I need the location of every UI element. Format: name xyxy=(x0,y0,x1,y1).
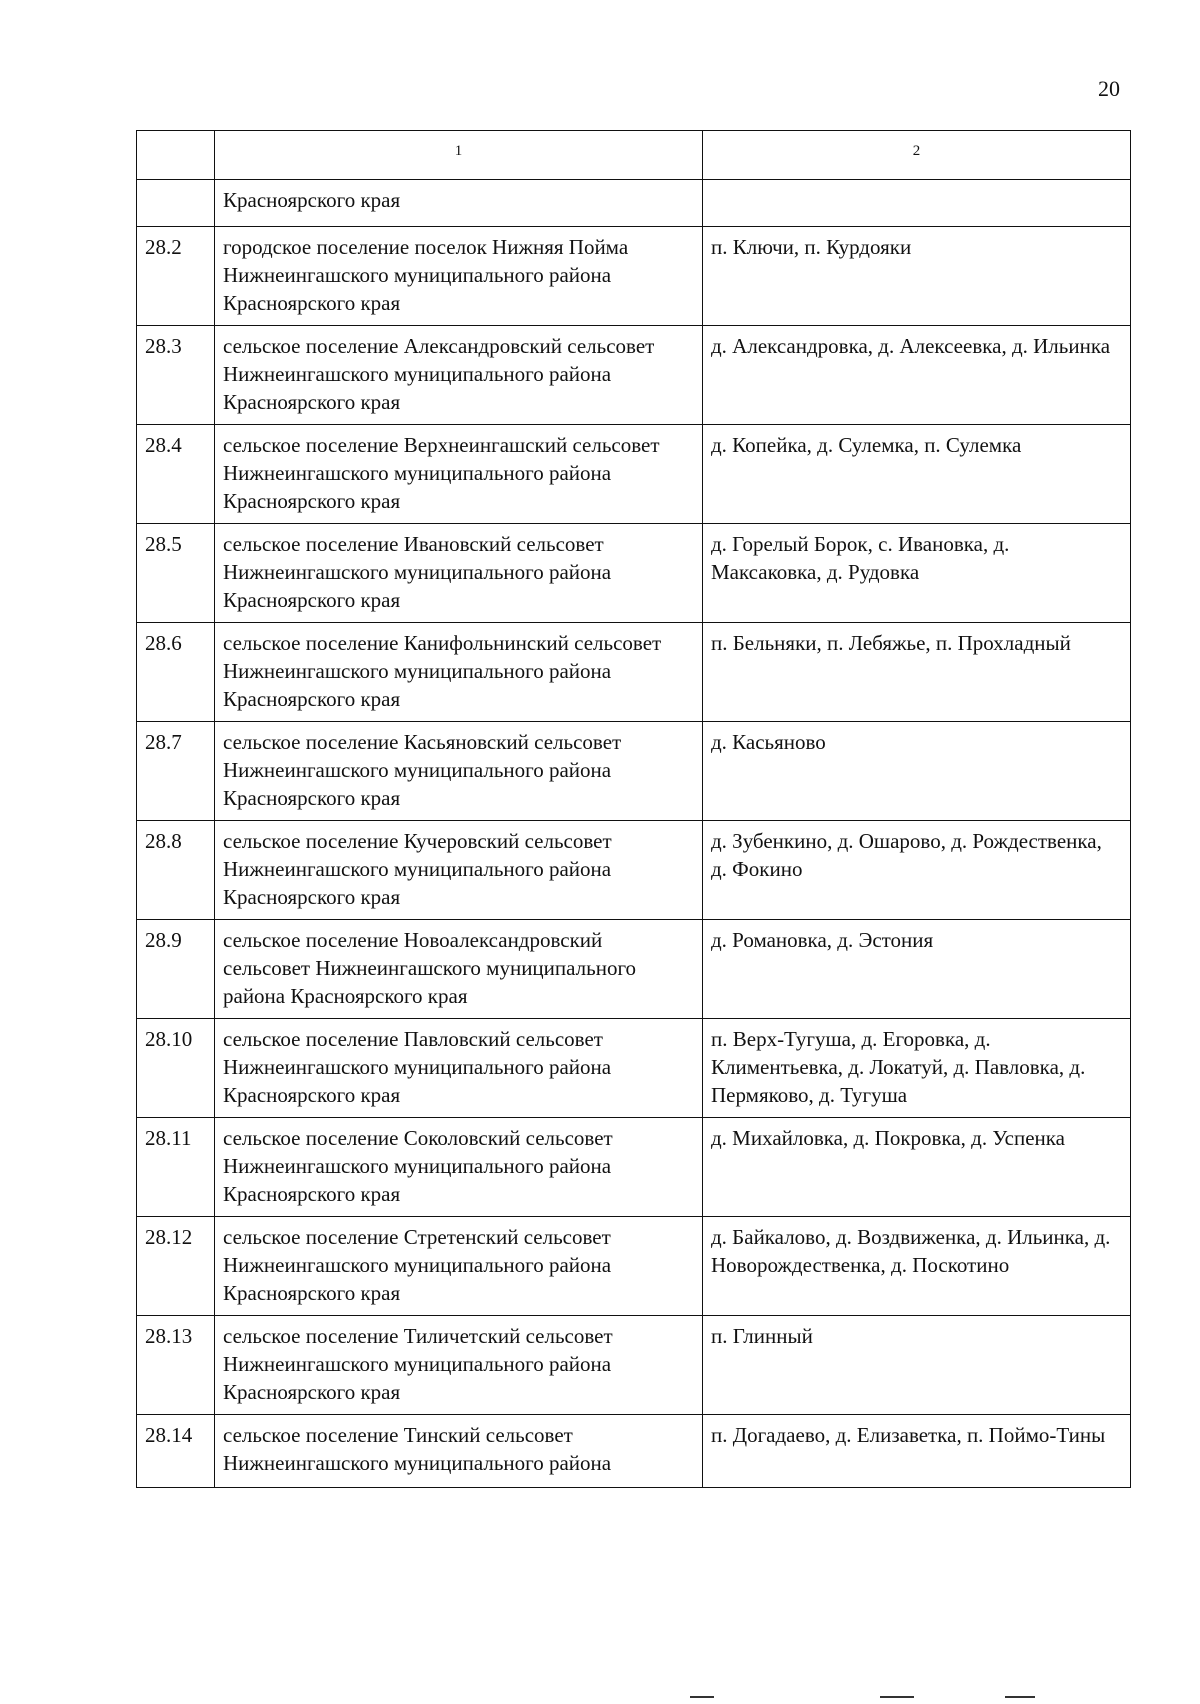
table-row xyxy=(137,821,1131,920)
scan-mark xyxy=(880,1696,914,1698)
municipality-name: сельское поселение Соколовский сельсовет Нижнеингашского муниципального района Красноярского края xyxy=(215,1118,703,1217)
table-row xyxy=(137,1217,1131,1316)
row-number: 28.7 xyxy=(137,722,215,821)
settlement-list: п. Верх-Тугуша, д. Егоровка, д. Климентьевка, д. Локатуй, д. Павловка, д. Пермяково, д. Тугуша xyxy=(703,1019,1131,1118)
table-row xyxy=(137,623,1131,722)
settlement-list: д. Байкалово, д. Воздвиженка, д. Ильинка, д. Новорождественка, д. Поскотино xyxy=(703,1217,1131,1316)
settlement-list: д. Зубенкино, д. Ошарово, д. Рождественка, д. Фокино xyxy=(703,821,1131,920)
header-cell-column-1: 1 xyxy=(215,131,703,180)
municipality-name: сельское поселение Канифольнинский сельсовет Нижнеингашского муниципального района Красноярского края xyxy=(215,623,703,722)
municipality-name: сельское поселение Тиличетский сельсовет Нижнеингашского муниципального района Красноярского края xyxy=(215,1316,703,1415)
row-number: 28.5 xyxy=(137,524,215,623)
header-cell-number xyxy=(137,131,215,180)
table-row xyxy=(137,1019,1131,1118)
continuation-row xyxy=(137,180,1131,227)
municipality-name: сельское поселение Касьяновский сельсовет Нижнеингашского муниципального района Красноярского края xyxy=(215,722,703,821)
row-number xyxy=(137,180,215,227)
settlement-list: д. Александровка, д. Алексеевка, д. Ильинка xyxy=(703,326,1131,425)
scan-mark xyxy=(1005,1696,1035,1698)
settlement-list: д. Романовка, д. Эстония xyxy=(703,920,1131,1019)
municipality-name: сельское поселение Новоалександровский сельсовет Нижнеингашского муниципального района Красноярского края xyxy=(215,920,703,1019)
settlement-list: д. Михайловка, д. Покровка, д. Успенка xyxy=(703,1118,1131,1217)
table-row xyxy=(137,326,1131,425)
table-row xyxy=(137,920,1131,1019)
municipality-name: сельское поселение Тинский сельсовет Нижнеингашского муниципального района xyxy=(215,1415,703,1488)
settlement-list: д. Копейка, д. Сулемка, п. Сулемка xyxy=(703,425,1131,524)
table-body xyxy=(137,131,1131,1488)
settlement-list: п. Догадаево, д. Елизаветка, п. Поймо-Тины xyxy=(703,1415,1131,1488)
table-row xyxy=(137,425,1131,524)
row-number: 28.6 xyxy=(137,623,215,722)
municipality-name: сельское поселение Кучеровский сельсовет Нижнеингашского муниципального района Красноярского края xyxy=(215,821,703,920)
row-number: 28.3 xyxy=(137,326,215,425)
municipality-name: городское поселение поселок Нижняя Пойма Нижнеингашского муниципального района Красноярского края xyxy=(215,227,703,326)
row-number: 28.9 xyxy=(137,920,215,1019)
municipality-name: сельское поселение Стретенский сельсовет Нижнеингашского муниципального района Красноярского края xyxy=(215,1217,703,1316)
row-number: 28.14 xyxy=(137,1415,215,1488)
table-header-row xyxy=(137,131,1131,180)
row-number: 28.10 xyxy=(137,1019,215,1118)
row-number: 28.13 xyxy=(137,1316,215,1415)
municipality-name: сельское поселение Александровский сельсовет Нижнеингашского муниципального района Красноярского края xyxy=(215,326,703,425)
municipality-name: Красноярского края xyxy=(215,180,703,227)
settlement-list: п. Глинный xyxy=(703,1316,1131,1415)
table-row xyxy=(137,722,1131,821)
settlements-table xyxy=(136,130,1131,1488)
row-number: 28.2 xyxy=(137,227,215,326)
table-row xyxy=(137,1316,1131,1415)
settlement-list: д. Касьяново xyxy=(703,722,1131,821)
scan-mark xyxy=(690,1696,714,1698)
row-number: 28.12 xyxy=(137,1217,215,1316)
row-number: 28.11 xyxy=(137,1118,215,1217)
row-number: 28.8 xyxy=(137,821,215,920)
settlement-list xyxy=(703,180,1131,227)
municipality-name: сельское поселение Павловский сельсовет Нижнеингашского муниципального района Красноярского края xyxy=(215,1019,703,1118)
table-row xyxy=(137,524,1131,623)
settlement-list: п. Бельняки, п. Лебяжье, п. Прохладный xyxy=(703,623,1131,722)
municipality-name: сельское поселение Ивановский сельсовет Нижнеингашского муниципального района Красноярского края xyxy=(215,524,703,623)
settlement-list: п. Ключи, п. Курдояки xyxy=(703,227,1131,326)
table-row xyxy=(137,227,1131,326)
page-number: 20 xyxy=(1098,76,1120,101)
row-number: 28.4 xyxy=(137,425,215,524)
municipality-name: сельское поселение Верхнеингашский сельсовет Нижнеингашского муниципального района Красноярского края xyxy=(215,425,703,524)
table-row xyxy=(137,1415,1131,1488)
table-row xyxy=(137,1118,1131,1217)
settlement-list: д. Горелый Борок, с. Ивановка, д. Максаковка, д. Рудовка xyxy=(703,524,1131,623)
scan-artifact-marks xyxy=(0,1696,1200,1700)
header-cell-column-2: 2 xyxy=(703,131,1131,180)
